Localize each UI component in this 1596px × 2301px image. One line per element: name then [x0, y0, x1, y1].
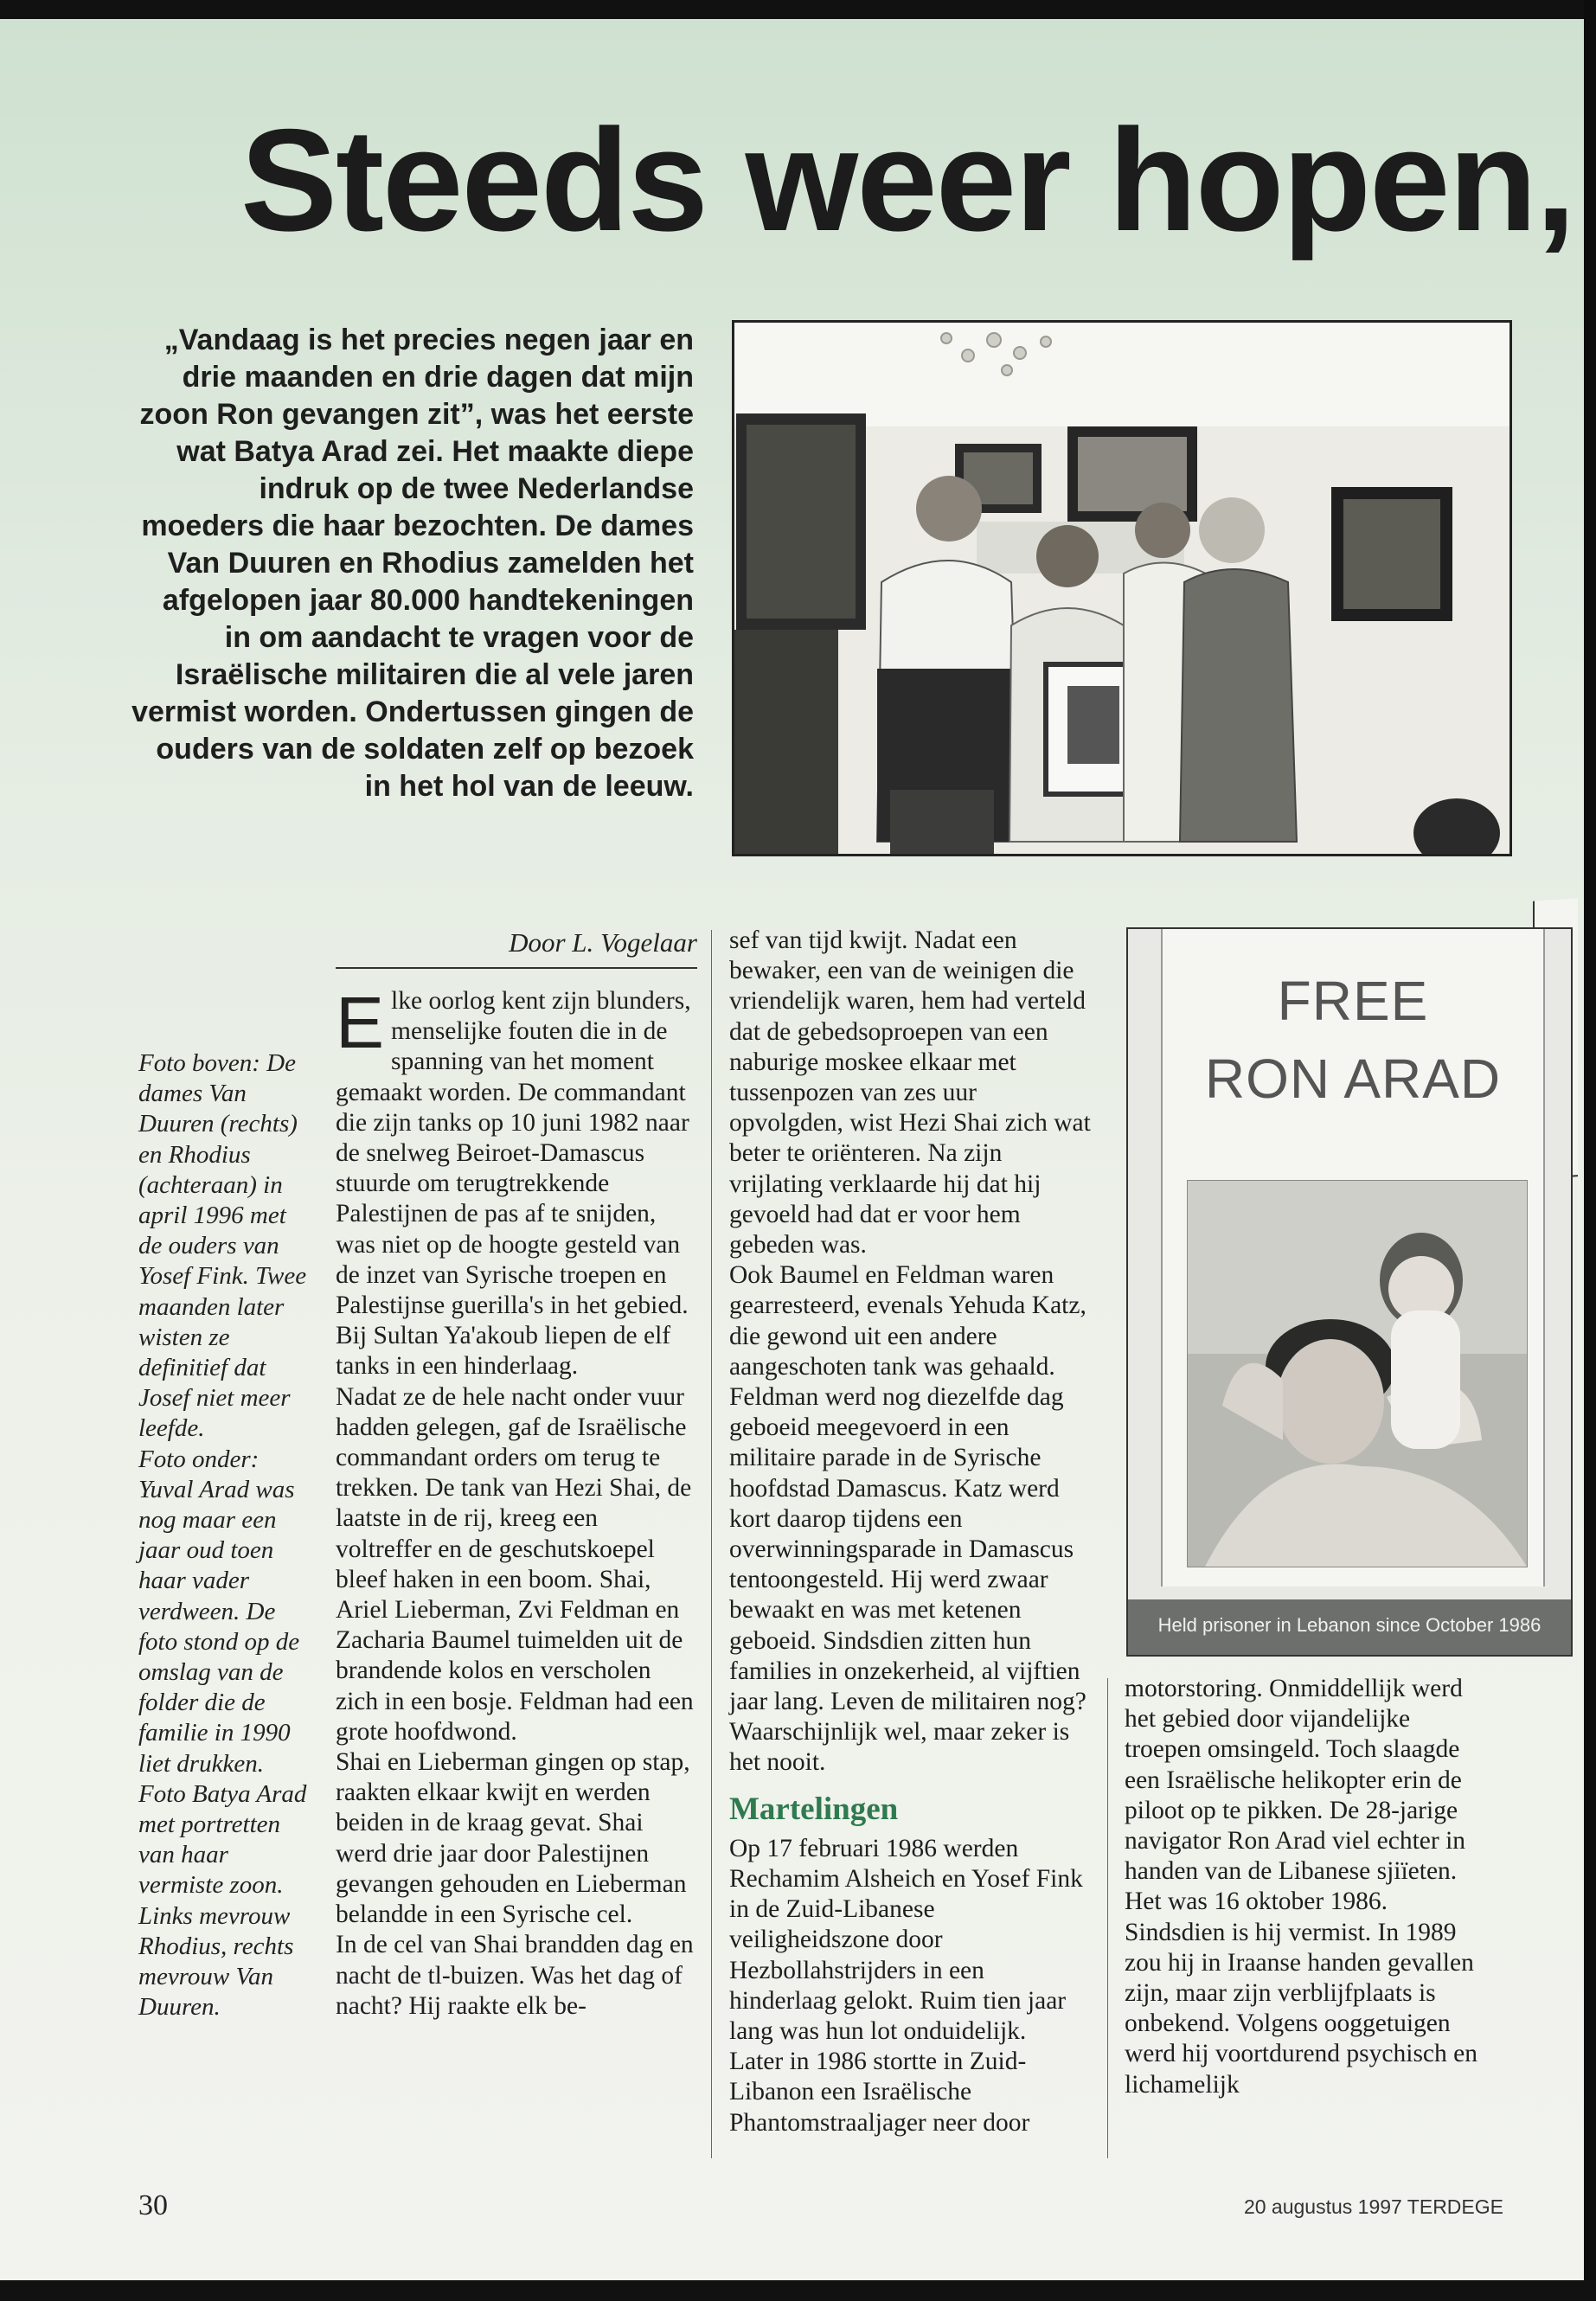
article-paragraph: Nadat ze de hele nacht onder vuur hadden gelegen, gaf de Israëlische commandant orders om terug te trekken. De tank van Hezi Shai, de laatste in de rij, kreeg een voltreffer en de geschutskoepel bleef haken in een boom. Shai, Ariel Lieberman, Zvi Feldman en Zacharia Baumel tuimelden uit de brandende kolos en verscholen zich in een bosje. Feldman had een grote hoofdwond. [336, 1382, 694, 1746]
article-paragraph: sef van tijd kwijt. Nadat een bewaker, een van de weinigen die vriendelijk waren, hem had verteld dat de gebedsoproepen van een naburige moskee elkaar met tussenpozen van zes uur opvolgden, wist Hezi Shai zich wat beter te oriënteren. Na zijn vrijlating verklaarde hij dat hij gevoeld had dat er voor hem gebeden was. [729, 926, 1091, 1259]
section-heading: Martelingen [729, 1791, 899, 1827]
article-paragraph: Shai en Lieberman gingen op stap, raakten elkaar kwijt en werden beiden in de kraag gevat. Shai werd drie jaar door Palestijnen gevangen gehouden en Lieberman belandde in een Syrische cel. [336, 1748, 690, 1929]
scan-border-bottom [0, 2280, 1596, 2301]
article-paragraph [336, 982, 699, 1382]
scan-border-right [1584, 0, 1596, 2301]
article-paragraph: Sindsdien is hij vermist. In 1989 zou hij in Iraanse handen gevallen zijn, maar zijn verblijfplaats is onbekend. Volgens ooggetuigen werd hij voortdurend psychisch en lichamelijk [1125, 1918, 1477, 2099]
byline-divider [336, 967, 697, 969]
column-divider [711, 930, 712, 2158]
photo-family-visit [732, 320, 1512, 856]
caption-batya-photo: Foto Batya Arad met portretten van haar vermiste zoon. Links mevrouw Rhodius, rechts mevrouw Van Duuren. [138, 1779, 307, 2022]
folder-caption: Held prisoner in Lebanon since October 1986 [1157, 1614, 1542, 1636]
drop-cap: E [336, 982, 385, 1063]
intro-paragraph: „Vandaag is het precies negen jaar en drie maanden en drie dagen dat mijn zoon Ron gevangen zit”, was het eerste wat Batya Arad zei. Het maakte diepe indruk op de twee Nederlandse moeders die haar bezochten. De dames Van Duuren en Rhodius zamelden het afgelopen jaar 80.000 handtekeningen in om aandacht te vragen voor de Israëlische militairen die al vele jaren vermist worden. Ondertussen gingen de ouders van de soldaten zelf op bezoek in het hol van de leeuw. [131, 324, 694, 803]
headline: Steeds weer hopen, [240, 99, 1574, 261]
folder-title-line-2: RON ARAD [1204, 1048, 1502, 1110]
paragraph-text: lke oorlog kent zijn blunders, menselijke fouten die in de spanning van het moment gemaakt worden. De commandant die zijn tanks op 10 juni 1982 naar de snelweg Beiroet-Damascus stuurde om terugtrekkende Palestijnen de pas af te snijden, was niet op de hoogte gesteld van de inzet van Syrische troepen en Palestijnse guerilla's in het gebied. Bij Sultan Ya'akoub liepen de elf tanks in een hinderlaag. [336, 987, 691, 1381]
photo-ron-arad-with-child [1187, 1180, 1528, 1567]
photo-ron-arad-image [1188, 1181, 1527, 1567]
folder-title-line-1: FREE [1277, 970, 1429, 1032]
issue-footer: 20 augustus 1997 TERDEGE [1243, 2195, 1503, 2218]
caption-top-photo: Foto boven: De dames Van Duuren (rechts) en Rhodius (achteraan) in april 1996 met de ouders van Yosef Fink. Twee maanden later wisten ze definitief dat Josef niet meer leefde. [138, 1049, 307, 1443]
article-column-3 [1125, 1674, 1488, 2100]
column-divider [1107, 1678, 1108, 2158]
article-paragraph: motorstoring. Onmiddellijk werd het gebied door vijandelijke troepen omsingeld. Toch slaagde een Israëlische helikopter erin de piloot op te pikken. De 28-jarige navigator Ron Arad viel echter in handen van de Libanese sjiïeten. Het was 16 oktober 1986. [1125, 1675, 1466, 1916]
folder-cover [1161, 929, 1545, 1586]
photo-caption [138, 1048, 311, 2023]
article-paragraph: Ook Baumel en Feldman waren gearresteerd, evenals Yehuda Katz, die gewond uit een andere aangeschoten tank was gehaald. Feldman werd nog diezelfde dag geboeid meegevoerd in een militaire parade in de Syrische hoofdstad Damascus. Katz werd kort daarop tijdens een overwinningsparade in Damascus tentoongesteld. Hij werd zwaar bewaakt en was met ketenen geboeid. Sindsdien zitten hun families in onzekerheid, al vijftien jaar lang. Leven de militairen nog? Waarschijnlijk wel, maar zeker is het nooit. [729, 1261, 1086, 1777]
caption-bottom-photo: Foto onder: Yuval Arad was nog maar een jaar oud toen haar vader verdween. De foto stond op de omslag van de folder die de familie in 1990 liet drukken. [138, 1445, 300, 1778]
article-column-1 [336, 982, 699, 2022]
article-paragraph: Later in 1986 stortte in Zuid-Libanon een Israëlische Phantomstraaljager neer door [729, 2048, 1030, 2137]
page-number: 30 [138, 2189, 168, 2221]
scan-border-top [0, 0, 1596, 19]
article-paragraph: In de cel van Shai brandden dag en nacht de tl-buizen. Was het dag of nacht? Hij raakte elk be- [336, 1931, 694, 2020]
free-ron-arad-folder [1126, 927, 1573, 1657]
byline: Door L. Vogelaar [509, 927, 697, 958]
article-column-2 [729, 926, 1093, 2138]
article-paragraph: Op 17 februari 1986 werden Rechamim Alsheich en Yosef Fink in de Zuid-Libanese veiligheidszone door Hezbollahstrijders in een hinderlaag gelokt. Ruim tien jaar lang was hun lot onduidelijk. [729, 1834, 1083, 2045]
photo-family-visit-image [734, 323, 1509, 854]
